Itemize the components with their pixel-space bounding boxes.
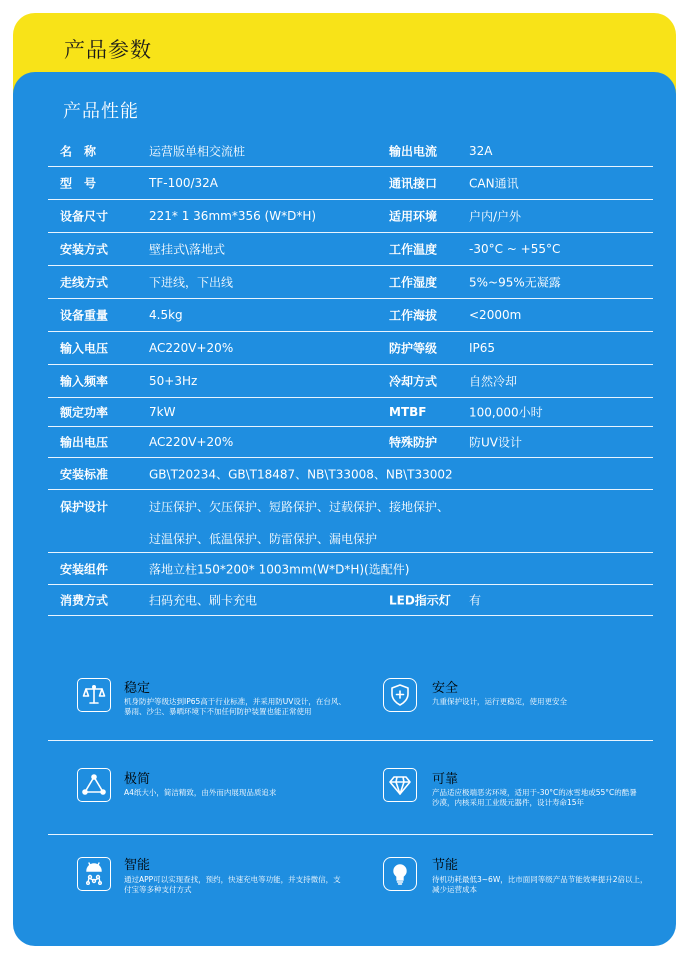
spec-label: 输出电压 bbox=[60, 435, 109, 450]
spec-label: 输出电流 bbox=[389, 144, 438, 159]
spec-label: 适用环境 bbox=[389, 209, 438, 224]
spec-row bbox=[48, 332, 653, 365]
divider bbox=[48, 740, 653, 741]
spec-value: 落地立柱150*200* 1003mm(W*D*H)(选配件) bbox=[149, 562, 410, 576]
spec-value: 下进线，下出线 bbox=[149, 275, 234, 290]
spec-value: AC220V+20% bbox=[149, 435, 234, 449]
spec-label: 输入频率 bbox=[60, 374, 109, 389]
spec-row bbox=[48, 365, 653, 398]
spec-label: 设备尺寸 bbox=[60, 209, 109, 224]
spec-label: MTBF bbox=[389, 405, 427, 419]
divider bbox=[48, 834, 653, 835]
spec-row bbox=[48, 398, 653, 427]
spec-label: 保护设计 bbox=[60, 500, 109, 514]
spec-row bbox=[48, 167, 653, 200]
feature-title: 可靠 bbox=[432, 772, 459, 787]
spec-label: LED指示灯 bbox=[389, 593, 451, 608]
spec-label: 工作湿度 bbox=[389, 275, 438, 290]
spec-value: 户内/户外 bbox=[469, 209, 522, 224]
feature-description: 产品适应极端恶劣环境，适用于-30°C的冰雪地或55°C的酷暑沙漠，内核采用工业级元器件，设计寿命15年 bbox=[432, 788, 637, 807]
spec-label: 走线方式 bbox=[60, 275, 109, 290]
feature-description: 机身防护等级达到IP65高于行业标准，并采用防UV设计，在台风、暴雨、沙尘、暴晒环境下不加任何防护装置也能正常使用 bbox=[124, 697, 346, 716]
spec-value: 100,000小时 bbox=[469, 405, 543, 420]
spec-row bbox=[48, 553, 653, 585]
feature-description: 通过APP可以实现查找，预约，快速充电等功能，并支持微信，支付宝等多种支付方式 bbox=[124, 875, 341, 894]
spec-row bbox=[48, 233, 653, 266]
protection-line: 过压保护、欠压保护、短路保护、过载保护、接地保护、 bbox=[149, 500, 450, 514]
spec-label: 名 称 bbox=[60, 144, 97, 159]
spec-row bbox=[48, 585, 653, 616]
protection-line: 过温保护、低温保护、防雷保护、漏电保护 bbox=[149, 532, 378, 546]
spec-value: 7kW bbox=[149, 405, 176, 419]
feature-description: 九重保护设计，运行更稳定，使用更安全 bbox=[432, 697, 567, 706]
spec-label: 设备重量 bbox=[60, 308, 109, 323]
spec-row bbox=[48, 266, 653, 299]
spec-row bbox=[48, 427, 653, 458]
feature-title: 节能 bbox=[432, 858, 459, 873]
spec-value: 50+3Hz bbox=[149, 374, 198, 388]
spec-value: 运营版单相交流桩 bbox=[149, 144, 246, 159]
spec-value: 防UV设计 bbox=[469, 435, 522, 450]
protection-row bbox=[48, 490, 653, 553]
spec-label: 消费方式 bbox=[60, 593, 109, 608]
feature-description: A4纸大小，简洁精致，由外而内展现品质追求 bbox=[124, 788, 277, 797]
spec-value: 4.5kg bbox=[149, 308, 183, 322]
feature-description: 待机功耗最低3~6W，比市面同等级产品节能效率提升2倍以上，减少运营成本 bbox=[432, 875, 648, 894]
feature-title: 稳定 bbox=[124, 681, 151, 696]
balance-scale-icon bbox=[77, 678, 111, 712]
spec-value: -30°C ~ +55°C bbox=[469, 242, 561, 256]
section-title: 产品性能 bbox=[63, 101, 139, 122]
spec-value: TF-100/32A bbox=[149, 176, 218, 190]
feature-title: 安全 bbox=[432, 681, 459, 696]
spec-value: 扫码充电、刷卡充电 bbox=[149, 593, 258, 608]
spec-value: 自然冷却 bbox=[469, 374, 518, 389]
triangle-nodes-icon bbox=[77, 768, 111, 802]
spec-value: GB\T20234、GB\T18487、NB\T33008、NB\T33002 bbox=[149, 467, 453, 481]
spec-value: 壁挂式\落地式 bbox=[149, 242, 226, 257]
spec-label: 防护等级 bbox=[389, 341, 438, 356]
spec-label: 安装标准 bbox=[60, 467, 109, 481]
spec-label: 通讯接口 bbox=[389, 176, 438, 191]
spec-label: 特殊防护 bbox=[389, 435, 438, 450]
spec-value: IP65 bbox=[469, 341, 496, 355]
feature-title: 极简 bbox=[124, 772, 151, 787]
spec-label: 型 号 bbox=[60, 176, 97, 191]
spec-row bbox=[48, 200, 653, 233]
spec-row bbox=[48, 136, 653, 167]
spec-row bbox=[48, 299, 653, 332]
spec-label: 安装方式 bbox=[60, 242, 109, 257]
spec-row bbox=[48, 458, 653, 490]
spec-label: 额定功率 bbox=[60, 405, 109, 420]
spec-label: 安装组件 bbox=[60, 562, 109, 576]
spec-value: AC220V+20% bbox=[149, 341, 234, 355]
spec-value: 有 bbox=[469, 593, 482, 608]
page-title: 产品参数 bbox=[64, 38, 152, 62]
spec-label: 输入电压 bbox=[60, 341, 109, 356]
spec-value: CAN通讯 bbox=[469, 176, 519, 191]
spec-value: 32A bbox=[469, 144, 493, 158]
spec-value: 221* 1 36mm*356 (W*D*H) bbox=[149, 209, 317, 223]
spec-value: <2000m bbox=[469, 308, 522, 322]
diamond-icon bbox=[383, 768, 417, 802]
shield-plus-icon bbox=[383, 678, 417, 712]
spec-value: 5%~95%无凝露 bbox=[469, 275, 561, 290]
smart-circuit-icon bbox=[77, 857, 111, 891]
spec-label: 工作温度 bbox=[389, 242, 438, 257]
spec-label: 工作海拔 bbox=[389, 308, 438, 323]
spec-label: 冷却方式 bbox=[389, 374, 438, 389]
lightbulb-icon bbox=[383, 857, 417, 891]
feature-title: 智能 bbox=[124, 858, 151, 873]
